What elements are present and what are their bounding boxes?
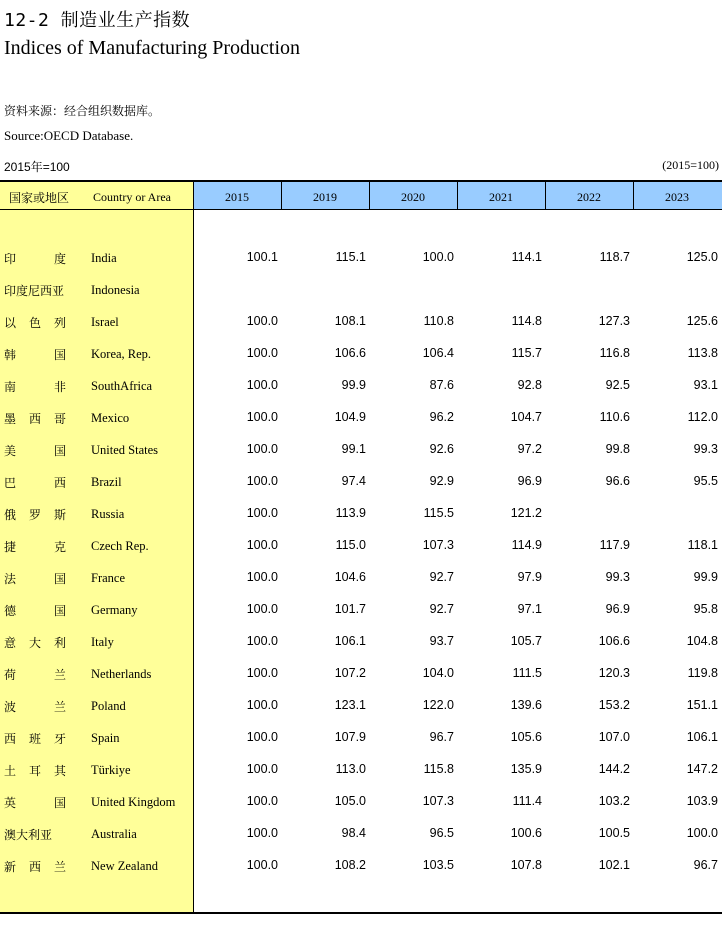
country-name-cn-char: 非 [53,380,66,394]
index-value-2015: 100.0 [246,634,278,648]
country-name-cn [4,282,66,299]
country-name-cn-char: 捷 [4,540,17,554]
index-value-2020: 115.5 [423,506,454,520]
country-name-en: Türkiye [91,763,131,777]
index-value-2019: 115.0 [335,538,366,552]
table-row [0,378,722,398]
header-country-cn: 国家或地区 [9,191,70,205]
country-name-cn-char: 斯 [53,508,66,522]
index-value-2019: 113.0 [335,762,366,776]
index-value-2022: 107.0 [598,730,630,744]
table-row [0,442,722,462]
index-value-2015: 100.0 [246,570,278,584]
source-note-en: Source:OECD Database. [4,128,134,143]
country-name-cn-char: 哥 [53,412,66,426]
index-value-2021: 114.1 [511,250,542,264]
index-value-2020: 87.6 [429,378,454,392]
index-value-2019: 105.0 [334,794,366,808]
index-value-2023: 118.1 [687,538,718,552]
country-name-en: Italy [91,635,114,649]
index-value-2020: 110.8 [423,314,454,328]
country-name-cn-char: 牙 [53,732,66,746]
country-name-cn-char: 巴 [4,476,17,490]
country-name-cn-char: 色 [28,316,41,330]
table-row [0,794,722,814]
country-name-cn-char: 俄 [4,508,17,522]
country-name-cn [4,250,66,267]
index-value-2023: 113.8 [687,346,718,360]
country-name-cn-char: 国 [53,796,66,810]
country-name-cn-char: 法 [4,572,17,586]
source-note-cn: 资料来源：经合组织数据库。 [4,104,161,118]
index-value-2022: 106.6 [598,634,630,648]
table-row [0,282,722,302]
country-name-cn-char: 度 [53,252,66,266]
index-value-2015: 100.0 [246,602,278,616]
country-name-cn-char: 德 [4,604,17,618]
index-value-2015: 100.0 [246,858,278,872]
header-year: 2019 [313,190,337,204]
country-name-cn-char: 利 [53,636,66,650]
country-name-en: India [91,251,117,265]
base-year-note-en: (2015=100) [662,158,719,172]
index-value-2019: 98.4 [341,826,366,840]
index-value-2020: 92.7 [429,602,454,616]
index-value-2015: 100.0 [246,762,278,776]
index-value-2019: 115.1 [335,250,366,264]
table-row [0,506,722,526]
index-value-2020: 96.5 [429,826,454,840]
index-value-2023: 119.8 [687,666,718,680]
country-name-cn [4,762,66,779]
country-name-en: Russia [91,507,125,521]
table-row [0,634,722,654]
index-value-2023: 147.2 [686,762,718,776]
index-value-2022: 127.3 [598,314,630,328]
country-name-en: Mexico [91,411,130,425]
country-name-cn [4,666,66,683]
country-name-cn-char: 墨 [4,412,17,426]
index-value-2021: 111.5 [512,666,542,680]
country-name-en: Brazil [91,475,122,489]
index-value-2023: 93.1 [693,378,718,392]
country-name-cn [4,698,66,715]
country-name-cn-char: 新 [4,860,17,874]
country-name-cn [4,826,66,843]
index-value-2022: 117.9 [599,538,630,552]
index-value-2021: 115.7 [511,346,542,360]
index-value-2021: 105.6 [510,730,542,744]
index-value-2015: 100.0 [246,378,278,392]
index-value-2019: 104.9 [334,410,366,424]
index-value-2022: 116.8 [599,346,630,360]
index-value-2015: 100.0 [246,794,278,808]
index-value-2022: 103.2 [598,794,630,808]
header-year: 2021 [489,190,513,204]
country-name-cn-char: 兰 [53,668,66,682]
index-value-2020: 96.7 [429,730,454,744]
index-value-2019: 108.1 [334,314,366,328]
index-value-2020: 92.9 [429,474,454,488]
table-bottom-rule [0,912,722,914]
country-name-cn-char: 印 [4,252,17,266]
index-value-2022: 99.3 [605,570,630,584]
table-row [0,858,722,878]
index-value-2022: 96.9 [605,602,630,616]
index-value-2020: 100.0 [422,250,454,264]
index-value-2023: 104.8 [686,634,718,648]
index-value-2015: 100.0 [246,826,278,840]
index-value-2020: 107.3 [422,794,454,808]
header-year: 2015 [225,190,249,204]
index-value-2019: 106.6 [334,346,366,360]
index-value-2019: 101.7 [334,602,366,616]
country-name-cn [4,506,66,523]
header-year: 2023 [665,190,689,204]
index-value-2015: 100.0 [246,538,278,552]
country-name-cn-char: 以 [4,316,17,330]
index-value-2019: 99.9 [341,378,366,392]
country-name-cn [4,346,66,363]
country-name-cn [4,602,66,619]
country-name-cn-char: 韩 [4,348,17,362]
index-value-2023: 112.0 [687,410,718,424]
country-name-cn [4,858,66,875]
index-value-2021: 100.6 [510,826,542,840]
index-value-2019: 107.2 [334,666,366,680]
index-value-2021: 105.7 [510,634,542,648]
country-name-en: Czech Rep. [91,539,149,553]
country-name-cn-char: 其 [53,764,66,778]
index-value-2015: 100.0 [246,346,278,360]
country-name-en: Indonesia [91,283,140,297]
country-name-cn-char: 列 [53,316,66,330]
country-name-cn-char: 罗 [28,508,41,522]
country-name-cn-char: 美 [4,444,17,458]
index-value-2023: 125.6 [686,314,718,328]
index-value-2019: 99.1 [341,442,366,456]
index-value-2023: 99.9 [693,570,718,584]
index-value-2023: 95.8 [693,602,718,616]
index-value-2023: 95.5 [693,474,718,488]
table-row [0,570,722,590]
index-value-2022: 92.5 [605,378,630,392]
table-row [0,346,722,366]
index-value-2020: 107.3 [422,538,454,552]
country-name-en: United Kingdom [91,795,176,809]
country-name-cn-char: 印度尼西亚 [4,284,65,298]
table-row [0,602,722,622]
index-value-2022: 110.6 [599,410,630,424]
country-name-cn-char: 班 [28,732,41,746]
country-name-cn-char: 意 [4,636,17,650]
header-year: 2020 [401,190,425,204]
index-value-2020: 92.6 [429,442,454,456]
base-year-note-cn: 2015年=100 [4,160,70,174]
index-value-2020: 106.4 [422,346,454,360]
index-value-2020: 93.7 [429,634,454,648]
index-value-2022: 118.7 [599,250,630,264]
table-row [0,730,722,750]
table-row [0,666,722,686]
country-name-cn-char: 耳 [28,764,41,778]
index-value-2023: 100.0 [686,826,718,840]
table-row [0,474,722,494]
country-name-en: United States [91,443,159,457]
country-name-cn [4,442,66,459]
country-name-en: Spain [91,731,120,745]
index-value-2023: 99.3 [693,442,718,456]
country-name-cn-char: 南 [4,380,17,394]
table-row [0,826,722,846]
table-title-en: Indices of Manufacturing Production [4,37,301,59]
country-name-cn [4,474,66,491]
country-name-en: Germany [91,603,138,617]
country-name-cn-char: 国 [53,348,66,362]
country-name-cn-char: 兰 [53,700,66,714]
index-value-2022: 120.3 [598,666,630,680]
index-value-2022: 153.2 [598,698,630,712]
index-value-2019: 104.6 [334,570,366,584]
country-name-cn [4,634,66,651]
country-name-cn-char: 西 [28,860,41,874]
index-value-2021: 104.7 [510,410,542,424]
index-value-2019: 113.9 [335,506,366,520]
index-value-2019: 107.9 [334,730,366,744]
index-value-2023: 125.0 [686,250,718,264]
index-value-2015: 100.0 [246,730,278,744]
index-value-2021: 111.4 [512,794,542,808]
country-name-cn [4,538,66,555]
index-value-2021: 114.8 [511,314,542,328]
index-value-2021: 114.9 [511,538,542,552]
index-value-2021: 92.8 [517,378,542,392]
index-value-2015: 100.0 [246,506,278,520]
country-name-cn-char: 土 [4,764,17,778]
index-value-2015: 100.1 [246,250,278,264]
index-value-2020: 115.8 [423,762,454,776]
country-name-cn-char: 国 [53,444,66,458]
country-name-cn-char: 大 [28,636,41,650]
index-value-2019: 123.1 [334,698,366,712]
index-value-2021: 121.2 [510,506,542,520]
header-country-cell [0,182,193,209]
country-name-en: Netherlands [91,667,152,681]
index-value-2023: 103.9 [686,794,718,808]
index-value-2021: 107.8 [510,858,542,872]
table-row [0,762,722,782]
country-name-cn-char: 克 [53,540,66,554]
index-value-2020: 92.7 [429,570,454,584]
index-value-2020: 96.2 [429,410,454,424]
index-value-2020: 104.0 [422,666,454,680]
index-value-2015: 100.0 [246,698,278,712]
index-value-2015: 100.0 [246,442,278,456]
index-value-2019: 97.4 [341,474,366,488]
index-value-2022: 99.8 [605,442,630,456]
country-name-cn-char: 英 [4,796,17,810]
table-header [0,180,722,210]
country-name-cn [4,378,66,395]
table-row [0,410,722,430]
index-value-2021: 97.9 [517,570,542,584]
table-row [0,538,722,558]
index-value-2019: 106.1 [334,634,366,648]
index-value-2015: 100.0 [246,410,278,424]
table-row [0,698,722,718]
index-value-2020: 122.0 [422,698,454,712]
index-value-2022: 144.2 [598,762,630,776]
index-value-2021: 135.9 [510,762,542,776]
index-value-2021: 139.6 [510,698,542,712]
country-name-cn [4,410,66,427]
country-name-cn-char: 荷 [4,668,17,682]
index-value-2021: 96.9 [517,474,542,488]
country-name-en: SouthAfrica [91,379,153,393]
index-value-2021: 97.2 [517,442,542,456]
country-name-cn-char: 国 [53,604,66,618]
index-value-2015: 100.0 [246,314,278,328]
country-name-cn [4,570,66,587]
header-year: 2022 [577,190,601,204]
index-value-2023: 96.7 [693,858,718,872]
index-value-2023: 151.1 [686,698,718,712]
country-name-en: New Zealand [91,859,158,873]
index-value-2021: 97.1 [517,602,542,616]
index-value-2015: 100.0 [246,474,278,488]
country-name-cn-char: 西 [4,732,17,746]
country-name-cn-char: 澳大利亚 [4,828,53,842]
index-value-2022: 96.6 [605,474,630,488]
index-value-2022: 100.5 [598,826,630,840]
country-name-en: France [91,571,126,585]
country-name-cn-char: 波 [4,700,17,714]
country-name-cn [4,794,66,811]
country-name-en: Poland [91,699,126,713]
table-row [0,314,722,334]
country-name-cn-char: 西 [28,412,41,426]
country-name-cn [4,730,66,747]
country-name-cn [4,314,66,331]
index-value-2023: 106.1 [686,730,718,744]
country-name-cn-char: 兰 [53,860,66,874]
table-row [0,250,722,270]
table-number-title-cn: 12-2 制造业生产指数 [4,10,191,31]
country-name-cn-char: 西 [53,476,66,490]
index-value-2022: 102.1 [598,858,630,872]
index-value-2020: 103.5 [422,858,454,872]
country-name-cn-char: 国 [53,572,66,586]
country-name-en: Korea, Rep. [91,347,152,361]
country-name-en: Australia [91,827,137,841]
index-value-2015: 100.0 [246,666,278,680]
index-value-2019: 108.2 [334,858,366,872]
country-name-en: Israel [91,315,119,329]
header-country-en: Country or Area [93,190,171,204]
